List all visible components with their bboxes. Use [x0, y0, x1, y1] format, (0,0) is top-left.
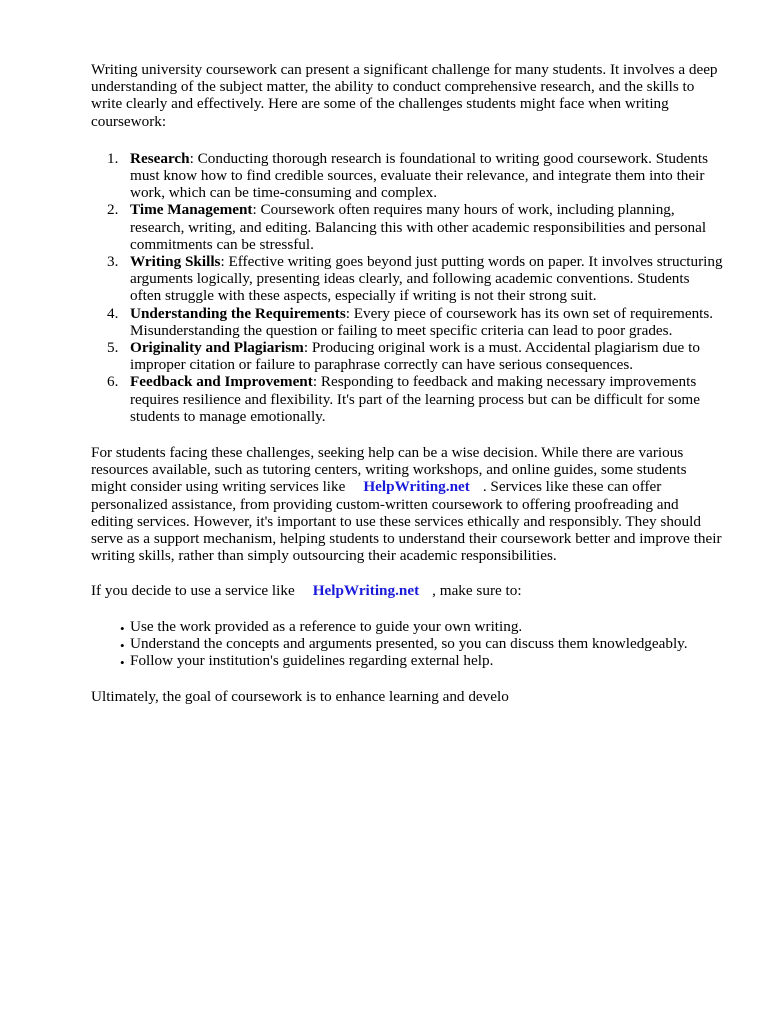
list-item — [107, 373, 723, 425]
helpwriting-link[interactable]: HelpWriting.net — [363, 478, 470, 496]
tips-list — [91, 618, 723, 670]
bullet-icon: • — [120, 620, 125, 636]
item-text: Responding to feedback and making necessary improvements requires resilience and flexibility. It's part of the learning process but can be difficult for some students to manage emotionally. — [130, 373, 700, 425]
list-item — [120, 652, 723, 671]
list-number: 4. — [107, 304, 119, 322]
list-item — [107, 149, 723, 202]
intro-paragraph: Writing university coursework can present a significant challenge for many students. It involves a deep understanding of the subject matter, the ability to conduct comprehensive research, and the skills to write clearly and effectively. Here are some of the challenges students might face when writing coursework: — [91, 61, 718, 130]
item-separator: : — [303, 339, 309, 357]
decide-paragraph — [91, 582, 723, 599]
item-text: Producing original work is a must. Accidental plagiarism due to improper citation or failure to paraphrase correctly can have serious consequences. — [130, 339, 700, 374]
item-text: Coursework often requires many hours of work, including planning, research, writing, and editing. Balancing this with other academic responsibilities and personal commitments can be stressful. — [130, 201, 707, 253]
item-separator: : — [252, 201, 257, 219]
item-text: Every piece of coursework has its own set of requirements. Misunderstanding the question or failing to meet specific criteria can lead to poor grades. — [130, 304, 714, 339]
item-separator: : — [312, 373, 318, 391]
bullet-icon: • — [120, 655, 125, 671]
tip-text: Use the work provided as a reference to guide your own writing. — [130, 617, 523, 635]
item-separator: : — [345, 304, 350, 322]
list-item — [120, 634, 723, 653]
item-title: Research — [130, 149, 190, 167]
item-title: Originality and Plagiarism — [130, 339, 304, 357]
list-number: 6. — [107, 373, 119, 391]
list-number: 1. — [107, 149, 119, 167]
help-paragraph-after: . Services like these can offer personalized assistance, from providing custom-written coursework to offering proofreading and editing services. However, it's important to use these services ethically and responsibly. They should serve as a support mechanism, helping students to understand their coursework better and improve their writing skills, rather than simply outsourcing their academic responsibilities. — [91, 478, 722, 565]
document-page — [91, 61, 723, 706]
list-number: 3. — [107, 253, 119, 271]
challenges-list — [91, 150, 723, 425]
item-text: Effective writing goes beyond just putting words on paper. It involves structuring arguments logically, presenting ideas clearly, and following academic conventions. Students often struggle with these aspects, especially if writing is not their strong suit. — [130, 253, 723, 305]
help-paragraph-before: For students facing these challenges, seeking help can be a wise decision. While there are various resources available, such as tutoring centers, writing workshops, and online guides, some students might consider using writing services like — [91, 444, 687, 496]
list-item — [107, 339, 723, 374]
item-title: Time Management — [130, 201, 253, 219]
list-number: 5. — [107, 339, 119, 357]
tip-text: Understand the concepts and arguments presented, so you can discuss them knowledgeably. — [130, 634, 688, 652]
item-separator: : — [189, 149, 194, 167]
item-separator: : — [220, 253, 225, 271]
list-item — [107, 253, 723, 305]
item-title: Writing Skills — [130, 253, 221, 271]
decide-paragraph-before: If you decide to use a service like — [91, 582, 295, 600]
list-number: 2. — [107, 201, 119, 219]
item-text: Conducting thorough research is foundational to writing good coursework. Students must know how to find credible sources, evaluate their relevance, and integrate them into their work, which can be time-consuming and complex. — [130, 149, 709, 202]
list-item — [107, 304, 723, 339]
closing-paragraph: Ultimately, the goal of coursework is to enhance learning and develo — [91, 688, 509, 706]
decide-paragraph-after: , make sure to: — [432, 582, 522, 600]
list-item — [107, 201, 723, 253]
bullet-icon: • — [120, 637, 125, 653]
helpwriting-link[interactable]: HelpWriting.net — [312, 582, 420, 600]
item-title: Feedback and Improvement — [130, 373, 313, 391]
help-paragraph — [91, 444, 723, 564]
item-title: Understanding the Requirements — [130, 304, 346, 322]
list-item — [120, 617, 723, 636]
tip-text: Follow your institution's guidelines regarding external help. — [130, 652, 494, 670]
